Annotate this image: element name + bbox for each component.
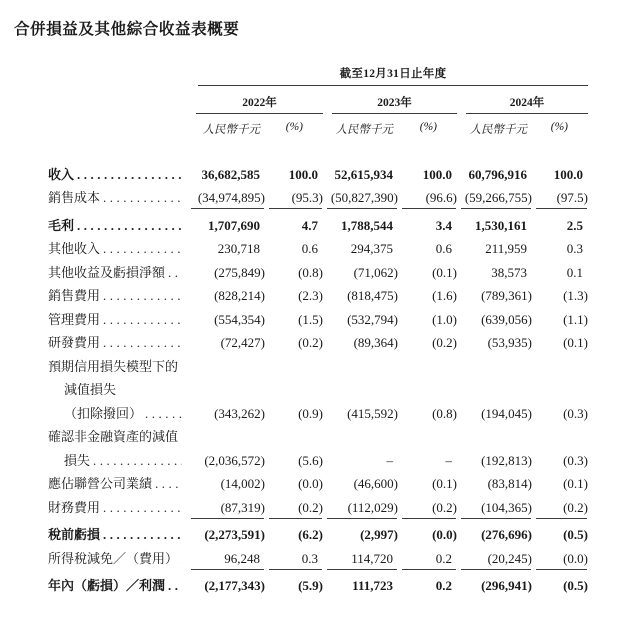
cell-value: [260, 398, 318, 401]
value-text: (1.0): [432, 311, 457, 327]
cell-value: [527, 288, 588, 307]
unit-label-2023: 人民幣千元: [335, 124, 393, 136]
value-text: (789,361): [481, 288, 532, 303]
value-text: (1.3): [563, 288, 588, 303]
value-text: 0.6: [301, 241, 318, 256]
cell-value: [318, 288, 398, 307]
dot-leader: [100, 527, 182, 543]
cell-value: [182, 241, 260, 260]
cell-value: [393, 398, 452, 401]
value-text: (0.2): [298, 499, 323, 515]
cell-value: [318, 190, 398, 209]
value-text: –: [386, 452, 393, 468]
value-text: (0.2): [432, 335, 457, 350]
cell-value: [393, 218, 452, 237]
value-text: (2.3): [298, 288, 323, 303]
row-label: 銷售成本: [48, 190, 101, 205]
value-text: (112,029): [347, 499, 398, 515]
row-label: 其他收益及虧損淨額: [48, 264, 166, 280]
value-text: (296,941): [481, 578, 532, 593]
row-label-cell: [48, 551, 182, 570]
value-text: 114,720: [351, 550, 393, 566]
cell-value: [182, 190, 265, 209]
row-label: 銷售費用: [48, 288, 101, 303]
value-text: 230,718: [217, 241, 260, 256]
table-row: [48, 162, 583, 186]
value-text: (34,974,895): [197, 190, 265, 205]
cell-value: [182, 375, 260, 378]
cell-value: [182, 335, 265, 354]
cell-value: [182, 167, 260, 186]
value-text: (0.8): [298, 264, 323, 280]
row-label-cell: [48, 335, 182, 354]
cell-value: [318, 445, 393, 448]
cell-value: [182, 264, 265, 284]
value-text: (415,592): [347, 405, 398, 421]
cell-value: [260, 335, 323, 354]
header-spacer: [48, 94, 182, 114]
cell-value: [527, 311, 588, 331]
value-text: (83,814): [487, 476, 532, 491]
cell-value: [182, 452, 265, 472]
row-label: 收入: [48, 166, 75, 182]
value-text: 0.3: [566, 241, 583, 256]
value-text: 2.5: [566, 217, 583, 233]
year-header-2024: 2024年: [466, 94, 588, 114]
cell-value: [452, 190, 532, 209]
cell-value: [393, 499, 457, 519]
value-text: 111,723: [352, 578, 393, 593]
value-text: (96.6): [425, 190, 457, 205]
value-text: (0.0): [298, 476, 323, 491]
cell-value: [527, 452, 588, 472]
document-page: [0, 20, 640, 620]
value-text: (0.8): [432, 405, 457, 421]
row-label: 應佔聯營公司業績: [48, 476, 153, 491]
row-label: 財務費用: [48, 499, 101, 515]
row-label-cell: [48, 167, 182, 186]
cell-value: [393, 167, 452, 186]
row-label-cell: [48, 429, 182, 448]
value-text: 0.6: [435, 241, 452, 256]
row-label-cell: [48, 288, 182, 307]
cell-value: [527, 499, 588, 519]
dot-leader: [100, 241, 182, 257]
cell-value: [452, 476, 532, 495]
table-row: [48, 213, 583, 237]
dot-leader: [100, 335, 182, 351]
row-label-cell: [48, 453, 182, 472]
value-text: (97.5): [556, 190, 588, 205]
value-text: (0.3): [563, 405, 588, 421]
cell-value: [260, 445, 318, 448]
cell-value: [260, 452, 323, 472]
table-row: [48, 307, 588, 331]
cell-value: [527, 218, 583, 237]
value-text: 100.0: [422, 166, 452, 182]
value-text: 4.7: [301, 217, 318, 233]
row-label: 其他收入: [48, 241, 101, 256]
row-label: 確認非金融資產的減值: [48, 429, 179, 444]
unit-header-row: [48, 121, 583, 140]
cell-value: [318, 476, 398, 495]
row-label: 毛利: [48, 217, 75, 233]
value-text: (20,245): [487, 550, 532, 566]
dot-leader: [100, 312, 182, 328]
table-row: [48, 354, 583, 378]
pct-label-2023: (%): [419, 121, 437, 133]
cell-value: [393, 453, 452, 472]
cell-value: [393, 405, 457, 425]
value-text: (0.2): [563, 499, 588, 515]
value-text: (0.1): [432, 264, 457, 280]
cell-value: [452, 288, 532, 307]
table-row: [48, 472, 588, 496]
cell-value: [260, 527, 323, 546]
value-text: (532,794): [347, 311, 398, 327]
value-text: (6.2): [298, 527, 323, 542]
cell-value: [393, 445, 452, 448]
year-group-2022: [182, 94, 318, 114]
table-row: [48, 448, 588, 472]
pct-label-2022: (%): [285, 121, 303, 133]
dot-leader: [165, 578, 182, 594]
value-text: (59,266,755): [464, 190, 532, 205]
cell-value: [452, 311, 532, 331]
table-row: [48, 284, 588, 308]
pct-label-2024: (%): [550, 121, 568, 133]
value-text: (104,365): [481, 499, 532, 515]
cell-value: [527, 398, 583, 401]
cell-value: [318, 398, 393, 401]
value-text: (5.9): [298, 578, 323, 593]
table-row: [48, 237, 583, 261]
cell-value: [527, 265, 583, 284]
row-label: 研發費用: [48, 335, 101, 350]
cell-value: [452, 578, 532, 597]
value-text: (0.0): [432, 527, 457, 542]
table-row: [48, 401, 588, 425]
value-text: (192,813): [481, 452, 532, 468]
cell-value: [318, 578, 393, 597]
value-text: 100.0: [288, 166, 318, 182]
value-text: 36,682,585: [201, 166, 260, 182]
row-label-cell: [48, 527, 182, 546]
cell-value: [393, 311, 457, 331]
cell-value: [393, 288, 457, 307]
cell-value: [452, 167, 527, 186]
row-label: 損失: [64, 452, 91, 468]
value-text: 294,375: [350, 241, 393, 256]
cell-value: [452, 405, 532, 425]
cell-value: [182, 551, 260, 570]
table-body: [48, 162, 588, 597]
cell-value: [393, 551, 452, 570]
cell-value: [182, 476, 265, 495]
cell-value: [318, 218, 393, 237]
value-text: (50,827,390): [330, 190, 398, 205]
cell-value: [527, 405, 588, 425]
cell-value: [452, 527, 532, 546]
cell-value: [452, 375, 527, 378]
cell-value: [452, 335, 532, 354]
cell-value: [393, 375, 452, 378]
value-text: (1.5): [298, 311, 323, 327]
year-header-row: [48, 94, 583, 114]
row-label: 管理費用: [48, 311, 101, 327]
value-text: (0.3): [563, 452, 588, 468]
cell-value: [393, 578, 452, 597]
value-text: 0.2: [435, 550, 452, 566]
value-text: 0.1: [566, 264, 583, 280]
cell-value: [452, 265, 527, 284]
row-label-cell: [48, 406, 182, 425]
table-row: [48, 260, 583, 284]
value-text: (2,177,343): [204, 578, 265, 593]
cell-value: [318, 241, 393, 260]
year-group-2024: [452, 94, 583, 114]
cell-value: [527, 476, 588, 495]
cell-value: [452, 499, 532, 519]
value-text: (2,036,572): [204, 452, 265, 468]
cell-value: [393, 190, 457, 209]
value-text: (1.6): [432, 288, 457, 303]
value-text: 52,615,934: [334, 166, 393, 182]
period-header-cell: [182, 65, 583, 86]
year-group-2023: [318, 94, 452, 114]
value-text: (2,997): [360, 527, 398, 542]
cell-value: [393, 527, 457, 546]
value-text: 1,788,544: [341, 217, 393, 233]
value-text: 100.0: [553, 166, 583, 182]
value-text: (72,427): [220, 335, 265, 350]
unit-label-2024: 人民幣千元: [469, 124, 527, 136]
table-row: [48, 186, 588, 210]
cell-value: [260, 578, 323, 597]
value-text: (89,364): [353, 335, 398, 350]
value-text: (14,002): [220, 476, 265, 491]
cell-value: [527, 241, 583, 260]
cell-value: [527, 550, 588, 570]
cell-value: [318, 405, 398, 425]
dot-leader: [100, 190, 182, 206]
cell-value: [393, 476, 457, 495]
dot-leader: [74, 218, 182, 234]
cell-value: [260, 375, 318, 378]
value-text: (1.1): [563, 311, 588, 327]
value-text: (818,475): [347, 288, 398, 303]
value-text: 60,796,916: [468, 166, 527, 182]
cell-value: [318, 167, 393, 186]
row-label-cell: [48, 312, 182, 331]
cell-value: [318, 311, 398, 331]
value-text: (0.1): [432, 476, 457, 491]
cell-value: [260, 551, 318, 570]
cell-value: [260, 405, 323, 425]
row-label-cell: [48, 476, 182, 495]
cell-value: [260, 190, 323, 209]
row-label-cell: [48, 359, 182, 378]
cell-value: [452, 398, 527, 401]
value-text: 1,530,161: [475, 217, 527, 233]
cell-value: [182, 527, 265, 546]
value-text: 38,573: [491, 264, 527, 280]
row-label: 所得稅減免／（費用）: [48, 550, 179, 566]
value-text: (0.2): [432, 499, 457, 515]
cell-value: [260, 241, 318, 260]
dot-leader: [100, 288, 182, 304]
value-text: 3.4: [435, 217, 452, 233]
cell-value: [452, 241, 527, 260]
table-row: [48, 425, 583, 449]
cell-value: [260, 264, 323, 284]
value-text: 211,959: [485, 241, 527, 256]
cell-value: [260, 311, 323, 331]
value-text: (0.1): [563, 335, 588, 350]
row-label-cell: [48, 241, 182, 260]
period-header-row: [48, 65, 583, 86]
table-row: [48, 495, 588, 519]
cell-value: [318, 375, 393, 378]
value-text: (0.5): [563, 527, 588, 542]
cell-value: [182, 578, 265, 597]
cell-value: [527, 375, 583, 378]
value-text: (0.0): [563, 550, 588, 566]
value-text: (46,600): [353, 476, 398, 491]
table-row: [48, 523, 588, 547]
cell-value: [452, 445, 527, 448]
value-text: 1,707,690: [208, 217, 260, 233]
cell-value: [182, 405, 265, 425]
cell-value: [260, 167, 318, 186]
cell-value: [182, 288, 265, 307]
value-text: (343,262): [214, 405, 265, 421]
cell-value: [452, 452, 532, 472]
cell-value: [182, 445, 260, 448]
cell-value: [182, 398, 260, 401]
value-text: 0.3: [301, 550, 318, 566]
table-row: [48, 574, 588, 598]
row-label: 預期信用損失模型下的: [48, 358, 179, 374]
value-text: (554,354): [214, 311, 265, 327]
value-text: (276,696): [481, 527, 532, 542]
dot-leader: [74, 167, 182, 183]
cell-value: [527, 190, 588, 209]
value-text: (87,319): [220, 499, 265, 515]
cell-value: [182, 218, 260, 237]
cell-value: [318, 527, 398, 546]
cell-value: [318, 499, 398, 519]
dot-leader: [100, 500, 182, 516]
value-text: (194,045): [481, 405, 532, 421]
value-text: (2,273,591): [204, 527, 265, 542]
table-row: [48, 331, 588, 355]
cell-value: [452, 550, 532, 570]
row-label-cell: [48, 500, 182, 519]
value-text: (828,214): [214, 288, 265, 303]
cell-value: [318, 264, 398, 284]
value-text: (95.3): [291, 190, 323, 205]
row-label-cell: [48, 382, 182, 401]
cell-value: [260, 499, 323, 519]
cell-value: [318, 551, 393, 570]
row-label-cell: [48, 218, 182, 237]
cell-value: [527, 578, 588, 597]
period-header: 截至12月31日止年度: [198, 65, 588, 86]
row-label: 稅前虧損: [48, 527, 101, 542]
row-label-cell: [48, 190, 182, 209]
value-text: (639,056): [481, 311, 532, 327]
table-row: [48, 378, 583, 402]
cell-value: [318, 335, 398, 354]
income-statement-table: [48, 65, 588, 597]
cell-value: [452, 218, 527, 237]
header-spacer: [48, 65, 182, 86]
year-header-2022: 2022年: [196, 94, 323, 114]
row-label-cell: [48, 578, 182, 597]
cell-value: [393, 241, 452, 260]
value-text: (0.2): [298, 335, 323, 350]
value-text: (71,062): [353, 264, 398, 280]
dot-leader: [90, 453, 182, 469]
value-text: (5.6): [298, 452, 323, 468]
cell-value: [182, 311, 265, 331]
value-text: (0.1): [563, 476, 588, 491]
value-text: (53,935): [487, 335, 532, 350]
unit-label-2022: 人民幣千元: [202, 124, 260, 136]
row-label: 年內（虧損）／利潤: [48, 578, 166, 593]
dot-leader: [142, 406, 182, 422]
row-label: （扣除撥回）: [64, 405, 143, 421]
value-text: –: [445, 452, 452, 468]
cell-value: [260, 288, 323, 307]
row-label-cell: [48, 265, 182, 284]
cell-value: [182, 499, 265, 519]
dot-leader: [152, 476, 182, 492]
cell-value: [260, 218, 318, 237]
value-text: 96,248: [224, 550, 260, 566]
year-header-2023: 2023年: [332, 94, 457, 114]
cell-value: [527, 335, 588, 354]
cell-value: [318, 453, 393, 472]
table-row: [48, 546, 588, 570]
value-text: 0.2: [435, 578, 452, 593]
header-spacer: [48, 121, 182, 140]
cell-value: [393, 264, 457, 284]
dot-leader: [165, 265, 182, 281]
cell-value: [527, 527, 588, 546]
cell-value: [527, 445, 583, 448]
cell-value: [527, 167, 583, 186]
cell-value: [393, 335, 457, 354]
value-text: (275,849): [214, 264, 265, 280]
value-text: (0.9): [298, 405, 323, 421]
cell-value: [260, 476, 323, 495]
page-title: 合併損益及其他綜合收益表概要: [14, 21, 240, 38]
value-text: (0.5): [563, 578, 588, 593]
row-label: 減值損失: [64, 382, 117, 397]
